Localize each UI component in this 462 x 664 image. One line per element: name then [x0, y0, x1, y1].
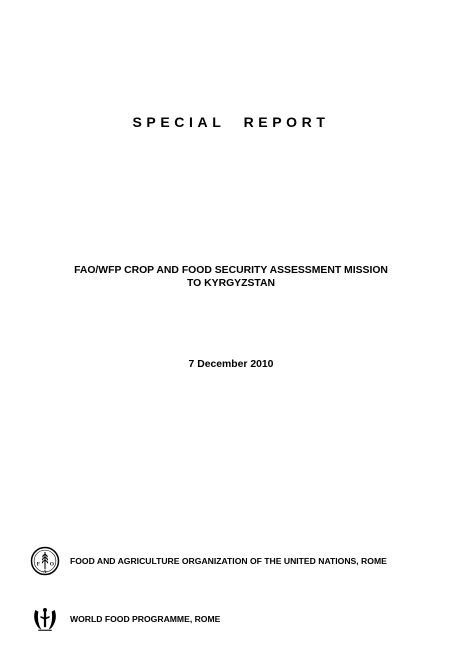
fao-emblem-icon [30, 546, 60, 576]
mission-title-line-2: TO KYRGYZSTAN [187, 278, 275, 289]
wfp-emblem-icon [30, 604, 60, 634]
svg-text:A: A [43, 569, 47, 574]
report-type-heading: SPECIAL REPORT [132, 114, 330, 130]
fao-organization-name: FOOD AND AGRICULTURE ORGANIZATION OF THE UNITED NATIONS, ROME [70, 556, 387, 566]
wfp-organization-row [30, 604, 220, 634]
fao-organization-row [30, 546, 387, 576]
report-date: 7 December 2010 [188, 359, 274, 370]
svg-text:O: O [49, 561, 54, 568]
wfp-organization-name: WORLD FOOD PROGRAMME, ROME [70, 614, 221, 624]
mission-title [30, 264, 432, 290]
svg-text:F: F [36, 561, 40, 568]
mission-title-line-1: FAO/WFP CROP AND FOOD SECURITY ASSESSMENT MISSION [74, 265, 388, 276]
